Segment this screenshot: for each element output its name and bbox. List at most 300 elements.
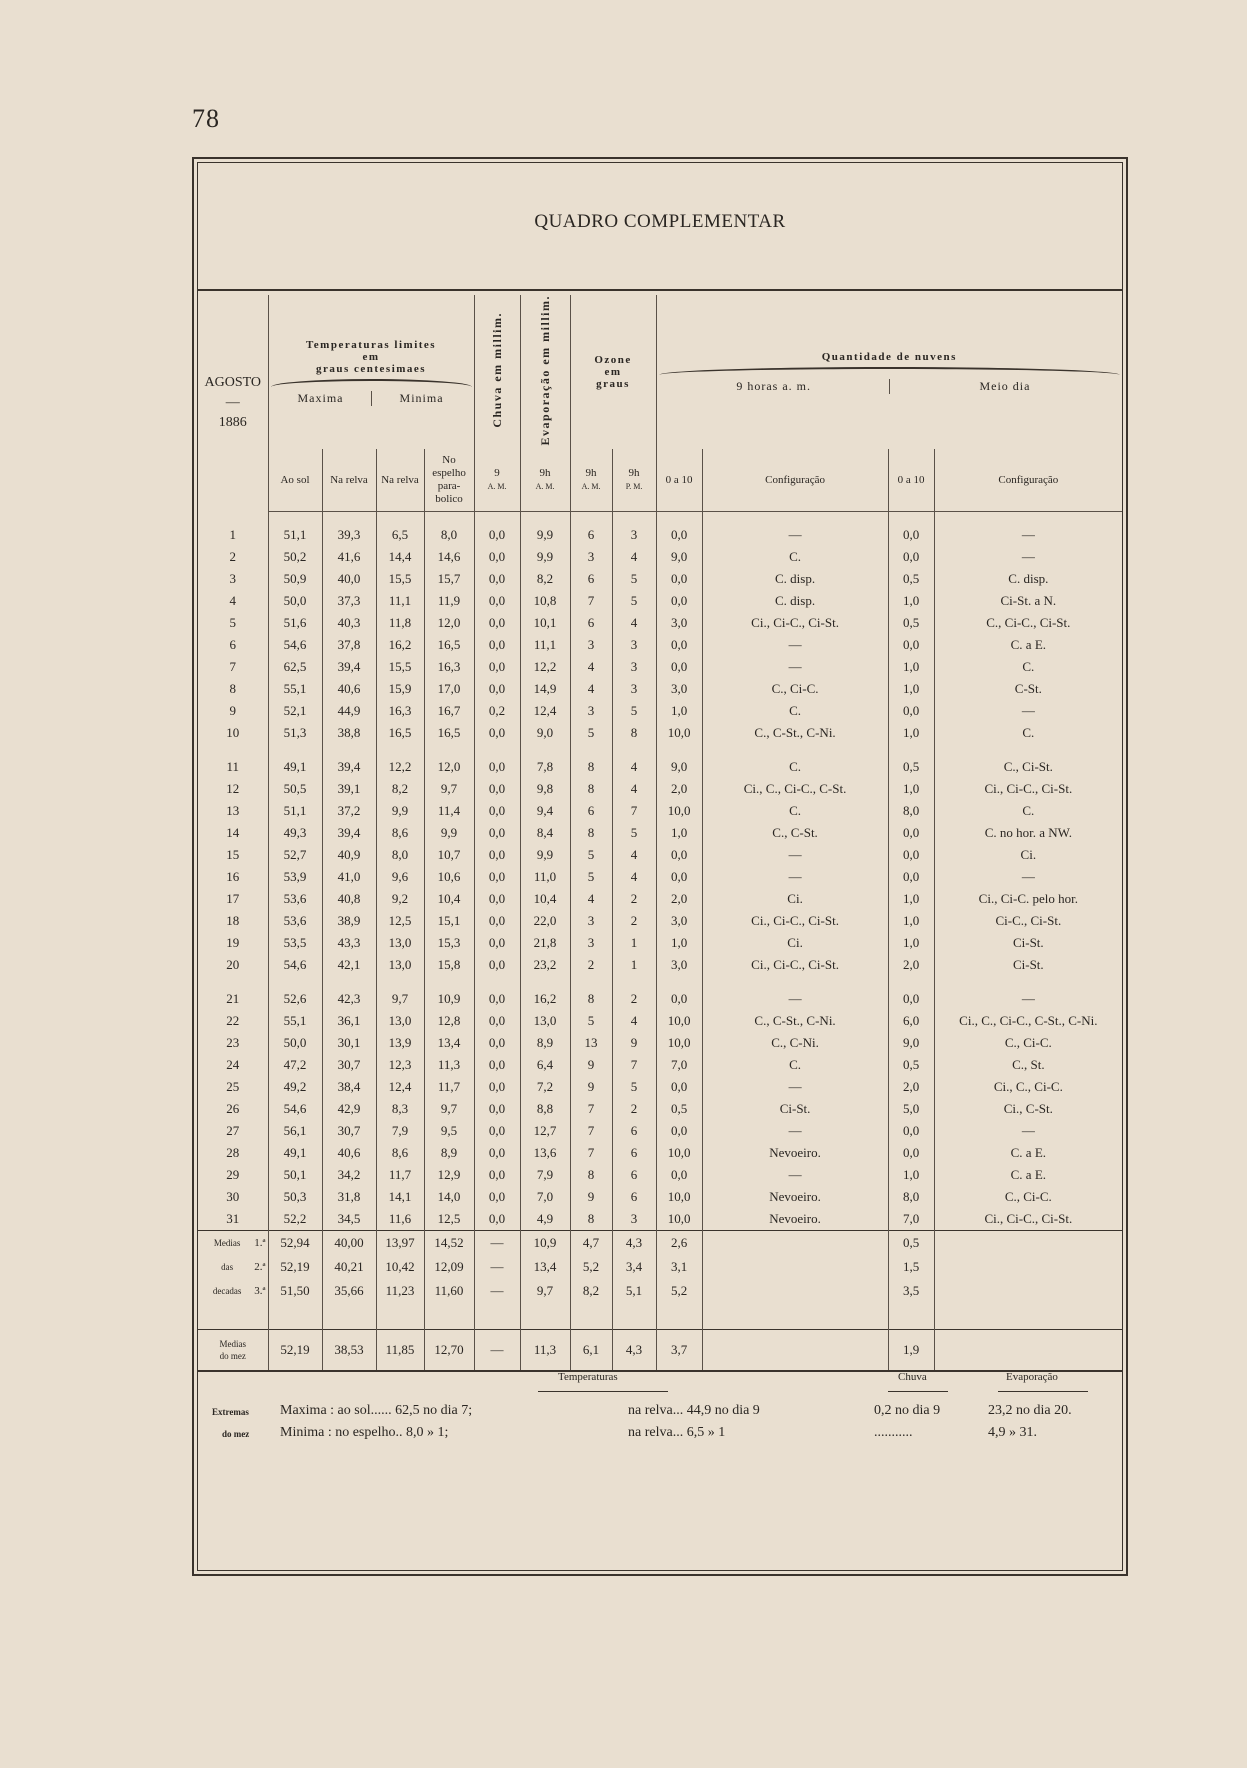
table-cell: 0,0 xyxy=(474,1186,520,1208)
table-cell: 5,1 xyxy=(612,1279,656,1303)
table-cell: 9,6 xyxy=(376,866,424,888)
table-cell: 19 xyxy=(226,934,240,950)
gap-cell xyxy=(322,1303,376,1330)
table-cell: 8,2 xyxy=(376,778,424,800)
table-cell: 3,5 xyxy=(888,1279,934,1303)
table-cell: 4 xyxy=(612,546,656,568)
table-cell: 9,9 xyxy=(424,822,474,844)
table-cell: 0,0 xyxy=(474,678,520,700)
table-cell: — xyxy=(702,656,888,678)
table-row xyxy=(198,844,1122,866)
table-cell: 12,09 xyxy=(424,1255,474,1279)
table-cell: C. xyxy=(934,800,1122,822)
table-cell: 30,1 xyxy=(322,1032,376,1054)
table-cell: C., Ci-St. xyxy=(934,756,1122,778)
table-cell: 11,1 xyxy=(376,590,424,612)
table-cell: 11,7 xyxy=(376,1164,424,1186)
table-cell: 0,0 xyxy=(474,1054,520,1076)
table-cell: 2,0 xyxy=(888,954,934,976)
table-cell: 8 xyxy=(570,1208,612,1231)
decade-gap xyxy=(198,744,1122,756)
table-cell: 12,2 xyxy=(520,656,570,678)
table-cell: 0,0 xyxy=(474,844,520,866)
table-row xyxy=(198,524,1122,546)
table-cell: 51,1 xyxy=(268,800,322,822)
col-na-relva-max: Na relva xyxy=(322,449,376,511)
col-chuva-9am: 9 A. M. xyxy=(474,449,520,511)
table-row xyxy=(198,700,1122,722)
table-cell: 0,0 xyxy=(656,1164,702,1186)
table-cell: 0,0 xyxy=(888,1120,934,1142)
table-cell: 7,0 xyxy=(520,1186,570,1208)
table-cell: 37,8 xyxy=(322,634,376,656)
table-cell: 7 xyxy=(570,1142,612,1164)
table-cell: 21,8 xyxy=(520,932,570,954)
table-cell: 38,9 xyxy=(322,910,376,932)
table-cell: 0,0 xyxy=(888,822,934,844)
table-cell xyxy=(934,1279,1122,1303)
table-cell: C. disp. xyxy=(934,568,1122,590)
table-cell: 0,0 xyxy=(656,1120,702,1142)
table-cell: — xyxy=(934,988,1122,1010)
top-gap xyxy=(198,511,1122,524)
table-cell: — xyxy=(474,1255,520,1279)
decade-label-text: decadas xyxy=(212,1285,242,1296)
gap-cell xyxy=(570,976,612,988)
gap-cell xyxy=(520,1303,570,1330)
table-cell: 5 xyxy=(612,700,656,722)
table-cell: 3 xyxy=(570,634,612,656)
table-cell: 7 xyxy=(229,658,236,674)
table-cell: 4 xyxy=(612,1010,656,1032)
table-cell: 0,0 xyxy=(474,656,520,678)
table-cell: 16,2 xyxy=(376,634,424,656)
footer-evap-min: 4,9 » 31. xyxy=(988,1425,1037,1440)
footer-chuva-max: 0,2 no dia 9 xyxy=(874,1403,941,1418)
table-cell: 0,0 xyxy=(656,568,702,590)
table-cell: 4,9 xyxy=(520,1208,570,1231)
table-cell: 8 xyxy=(570,778,612,800)
table-cell: 5 xyxy=(612,822,656,844)
table-cell: 9,7 xyxy=(424,1098,474,1120)
table-cell: 1,0 xyxy=(656,700,702,722)
table-cell: 40,3 xyxy=(322,612,376,634)
gap-cell xyxy=(198,511,268,524)
table-cell: Nevoeiro. xyxy=(702,1142,888,1164)
table-cell: 0,0 xyxy=(474,546,520,568)
table-cell: 16,2 xyxy=(520,988,570,1010)
table-cell: 10,0 xyxy=(656,1186,702,1208)
gap-cell xyxy=(702,976,888,988)
table-cell: C. a E. xyxy=(934,634,1122,656)
table-cell: 17 xyxy=(226,890,240,906)
table-cell: 1,0 xyxy=(888,722,934,744)
table-cell: 13,0 xyxy=(376,954,424,976)
table-cell: 7 xyxy=(570,1098,612,1120)
table-cell: C. xyxy=(702,800,888,822)
table-cell: 13,0 xyxy=(376,932,424,954)
col-ozone-9am: 9h A. M. xyxy=(570,449,612,511)
table-cell: 0,0 xyxy=(888,634,934,656)
table-cell: 3 xyxy=(570,910,612,932)
table-cell: 9 xyxy=(229,702,236,718)
table-cell: C., C-St., C-Ni. xyxy=(702,722,888,744)
table-cell: — xyxy=(474,1230,520,1255)
gap-cell xyxy=(268,511,322,524)
table-cell: 8,0 xyxy=(888,800,934,822)
decade-number: 1.ª xyxy=(254,1236,266,1249)
table-row xyxy=(198,612,1122,634)
table-cell: 51,6 xyxy=(268,612,322,634)
table-cell: 0,0 xyxy=(888,700,934,722)
table-cell: 53,6 xyxy=(268,910,322,932)
table-cell: Ci., C., Ci-C., C-St. xyxy=(702,778,888,800)
decade-label-text: das xyxy=(221,1261,234,1272)
table-cell: 4 xyxy=(612,756,656,778)
table-cell: 13,0 xyxy=(376,1010,424,1032)
table-cell: 42,9 xyxy=(322,1098,376,1120)
table-cell: 0,0 xyxy=(474,988,520,1010)
table-cell: C. disp. xyxy=(702,568,888,590)
table-row xyxy=(198,800,1122,822)
table-cell: 1,0 xyxy=(888,910,934,932)
table-cell: 5 xyxy=(570,722,612,744)
table-cell: 6 xyxy=(570,568,612,590)
gap-cell xyxy=(474,976,520,988)
table-cell: 0,0 xyxy=(656,1076,702,1098)
table-cell: Ci., C-St. xyxy=(934,1098,1122,1120)
table-cell: 40,0 xyxy=(322,568,376,590)
table-cell: 30 xyxy=(226,1188,240,1204)
table-cell: 0,0 xyxy=(474,590,520,612)
table-cell: 1 xyxy=(229,526,236,542)
table-cell: C., C-St. xyxy=(702,822,888,844)
table-cell: 12,3 xyxy=(376,1054,424,1076)
data-table xyxy=(198,295,1122,1372)
footer-rule xyxy=(998,1391,1088,1392)
table-cell: 14,52 xyxy=(424,1230,474,1255)
table-cell: 50,3 xyxy=(268,1186,322,1208)
table-cell: 17,0 xyxy=(424,678,474,700)
gap-cell xyxy=(268,1303,322,1330)
table-cell: 53,9 xyxy=(268,866,322,888)
table-cell: — xyxy=(934,1120,1122,1142)
table-cell: 4 xyxy=(612,612,656,634)
table-cell: 3 xyxy=(612,656,656,678)
table-cell: 0,0 xyxy=(474,1142,520,1164)
table-cell: 34,5 xyxy=(322,1208,376,1231)
table-cell: 3,1 xyxy=(656,1255,702,1279)
table-cell: 0,0 xyxy=(888,844,934,866)
table-cell: 40,6 xyxy=(322,1142,376,1164)
table-cell: 26 xyxy=(226,1100,240,1116)
footer-rule xyxy=(538,1391,668,1392)
table-cell: 4 xyxy=(612,844,656,866)
table-cell: 34,2 xyxy=(322,1164,376,1186)
gap-cell xyxy=(702,511,888,524)
table-cell: 6 xyxy=(612,1186,656,1208)
col-scale-midday: 0 a 10 xyxy=(888,449,934,511)
table-cell: 0,0 xyxy=(888,524,934,546)
footer-extremas: Extremas xyxy=(212,1407,249,1417)
gap-cell xyxy=(570,744,612,756)
gap-cell xyxy=(934,511,1122,524)
table-cell: 0,0 xyxy=(474,932,520,954)
table-cell: — xyxy=(702,634,888,656)
table-cell: C-St. xyxy=(934,678,1122,700)
table-cell: 5 xyxy=(570,866,612,888)
table-cell: 5,2 xyxy=(570,1255,612,1279)
table-cell: 36,1 xyxy=(322,1010,376,1032)
table-cell: 10,0 xyxy=(656,1032,702,1054)
table-cell: — xyxy=(934,866,1122,888)
table-cell: 2 xyxy=(612,1098,656,1120)
table-row xyxy=(198,1098,1122,1120)
table-cell: — xyxy=(474,1329,520,1371)
table-cell: 10,6 xyxy=(424,866,474,888)
table-cell: 11,4 xyxy=(424,800,474,822)
gap-cell xyxy=(268,744,322,756)
table-cell: 4,3 xyxy=(612,1230,656,1255)
decade-gap xyxy=(198,976,1122,988)
table-cell: 14 xyxy=(226,824,240,840)
table-cell: 9,7 xyxy=(520,1279,570,1303)
table-cell xyxy=(934,1329,1122,1371)
table-cell: 6 xyxy=(612,1142,656,1164)
table-cell: Ci., Ci-C., Ci-St. xyxy=(934,1208,1122,1231)
table-cell: 16,7 xyxy=(424,700,474,722)
table-cell xyxy=(934,1255,1122,1279)
table-cell: 7 xyxy=(570,590,612,612)
table-cell: 3,4 xyxy=(612,1255,656,1279)
table-cell: 5 xyxy=(570,1010,612,1032)
table-cell: 49,3 xyxy=(268,822,322,844)
gap-cell xyxy=(570,511,612,524)
table-cell: 1,5 xyxy=(888,1255,934,1279)
table-cell: 9 xyxy=(570,1186,612,1208)
table-cell: 16,3 xyxy=(376,700,424,722)
table-cell: Ci. xyxy=(702,888,888,910)
table-cell: 7,0 xyxy=(888,1208,934,1231)
table-cell: 7 xyxy=(612,800,656,822)
table-cell: 6 xyxy=(229,636,236,652)
footer-evap-max: 23,2 no dia 20. xyxy=(988,1403,1072,1418)
table-cell: 16,5 xyxy=(424,722,474,744)
table-cell: 6,1 xyxy=(570,1329,612,1371)
table-cell: 5,2 xyxy=(656,1279,702,1303)
gap-cell xyxy=(198,976,268,988)
col-config-midday: Configuração xyxy=(934,449,1122,511)
gap-cell xyxy=(612,1303,656,1330)
table-cell: Nevoeiro. xyxy=(702,1186,888,1208)
title-divider xyxy=(198,289,1122,291)
table-cell: 9,7 xyxy=(424,778,474,800)
table-cell: 13,0 xyxy=(520,1010,570,1032)
table-cell: 9 xyxy=(570,1054,612,1076)
table-cell: 12,7 xyxy=(520,1120,570,1142)
table-cell: C., Ci-C. xyxy=(702,678,888,700)
table-cell: 3,7 xyxy=(656,1329,702,1371)
table-cell: Nevoeiro. xyxy=(702,1208,888,1231)
table-cell: 11,9 xyxy=(424,590,474,612)
col-config-9am: Configuração xyxy=(702,449,888,511)
table-row xyxy=(198,822,1122,844)
table-cell: 6,4 xyxy=(520,1054,570,1076)
table-cell: — xyxy=(934,546,1122,568)
gap-cell xyxy=(322,976,376,988)
table-cell: Ci., Ci-C., Ci-St. xyxy=(934,778,1122,800)
gap-cell xyxy=(888,744,934,756)
footer-chuva-min: ........... xyxy=(874,1425,913,1440)
table-cell: 29 xyxy=(226,1166,240,1182)
table-row xyxy=(198,1142,1122,1164)
table-cell: Ci-C., Ci-St. xyxy=(934,910,1122,932)
table-cell: 14,1 xyxy=(376,1186,424,1208)
table-cell: 11,85 xyxy=(376,1329,424,1371)
table-cell: 16,5 xyxy=(376,722,424,744)
table-cell: 37,2 xyxy=(322,800,376,822)
gap-cell xyxy=(934,744,1122,756)
table-cell: 8,6 xyxy=(376,822,424,844)
table-row xyxy=(198,590,1122,612)
month-mean-label-line: Medias xyxy=(219,1338,246,1349)
decade-label xyxy=(198,1255,268,1279)
table-cell: 9,0 xyxy=(656,756,702,778)
decade-label-text: Medias xyxy=(213,1237,241,1248)
col-na-relva-min: Na relva xyxy=(376,449,424,511)
table-cell: 16,3 xyxy=(424,656,474,678)
col-evap-9am: 9h A. M. xyxy=(520,449,570,511)
footer-minima: Minima : no espelho.. 8,0 » 1; xyxy=(280,1425,449,1440)
gap-cell xyxy=(520,976,570,988)
table-cell xyxy=(702,1230,888,1255)
table-cell: 0,0 xyxy=(656,656,702,678)
table-cell: 9,9 xyxy=(520,844,570,866)
decade-number: 2.ª xyxy=(254,1260,266,1273)
table-cell: C. a E. xyxy=(934,1142,1122,1164)
table-cell: 9,0 xyxy=(520,722,570,744)
table-cell: 10 xyxy=(226,724,240,740)
table-cell: 1,0 xyxy=(888,888,934,910)
table-cell: 41,0 xyxy=(322,866,376,888)
table-cell: 39,4 xyxy=(322,656,376,678)
table-cell: 9,2 xyxy=(376,888,424,910)
gap-cell xyxy=(612,976,656,988)
gap-cell xyxy=(424,1303,474,1330)
table-cell: C. xyxy=(934,656,1122,678)
table-cell: 10,4 xyxy=(520,888,570,910)
table-row xyxy=(198,866,1122,888)
table-cell: 8,8 xyxy=(520,1098,570,1120)
footer-temperaturas: Temperaturas xyxy=(558,1371,618,1383)
table-cell: 0,0 xyxy=(656,866,702,888)
col-ozone-9pm: 9h P. M. xyxy=(612,449,656,511)
evaporation-header: Evaporação em millim. xyxy=(520,295,570,449)
table-cell: 5 xyxy=(612,590,656,612)
table-cell: 54,6 xyxy=(268,1098,322,1120)
table-cell: 15,3 xyxy=(424,932,474,954)
table-cell: 1,0 xyxy=(888,778,934,800)
table-cell: 11,3 xyxy=(520,1329,570,1371)
table-cell: 12,4 xyxy=(376,1076,424,1098)
table-cell: 9,7 xyxy=(376,988,424,1010)
table-cell: 2 xyxy=(612,988,656,1010)
table-cell: 52,1 xyxy=(268,700,322,722)
table-cell: 51,3 xyxy=(268,722,322,744)
table-cell: C. no hor. a NW. xyxy=(934,822,1122,844)
table-cell: 0,5 xyxy=(888,756,934,778)
table-cell: 0,5 xyxy=(888,568,934,590)
table-cell: — xyxy=(474,1279,520,1303)
gap-cell xyxy=(198,744,268,756)
table-cell: 16 xyxy=(226,868,240,884)
table-cell: 52,19 xyxy=(268,1329,322,1371)
table-row xyxy=(198,1010,1122,1032)
table-cell: 2 xyxy=(570,954,612,976)
month-mean-row xyxy=(198,1329,1122,1371)
table-cell: 11,6 xyxy=(376,1208,424,1231)
table-cell: 11 xyxy=(226,758,240,774)
table-cell: 54,6 xyxy=(268,954,322,976)
gap-cell xyxy=(656,1303,702,1330)
page-title: QUADRO COMPLEMENTAR xyxy=(534,211,786,232)
table-cell: — xyxy=(702,1120,888,1142)
table-cell: 52,6 xyxy=(268,988,322,1010)
table-cell: 38,4 xyxy=(322,1076,376,1098)
table-cell: 1,0 xyxy=(888,656,934,678)
footer-maxima: Maxima : ao sol...... 62,5 no dia 7; xyxy=(280,1403,473,1418)
table-cell: 1,0 xyxy=(656,932,702,954)
gap-cell xyxy=(424,744,474,756)
table-row xyxy=(198,1032,1122,1054)
table-cell: 0,0 xyxy=(888,546,934,568)
gap-cell xyxy=(570,1303,612,1330)
table-cell: 1,9 xyxy=(888,1329,934,1371)
table-cell: Ci. xyxy=(934,844,1122,866)
table-cell: 41,6 xyxy=(322,546,376,568)
decade-number: 3.ª xyxy=(254,1284,266,1297)
brace-rule xyxy=(659,367,1121,375)
table-cell: 8 xyxy=(570,1164,612,1186)
table-cell: 51,1 xyxy=(268,524,322,546)
table-cell: 28 xyxy=(226,1144,240,1160)
gap-cell xyxy=(934,976,1122,988)
table-cell: 12,5 xyxy=(376,910,424,932)
gap-cell xyxy=(702,744,888,756)
table-row xyxy=(198,656,1122,678)
gap-cell xyxy=(376,976,424,988)
table-cell: — xyxy=(702,524,888,546)
table-cell: 50,0 xyxy=(268,1032,322,1054)
table-cell: 1,0 xyxy=(888,678,934,700)
col-no-espelho: No espelho para-bolico xyxy=(424,449,474,511)
month-header: AGOSTO — 1886 xyxy=(204,375,262,431)
table-row xyxy=(198,778,1122,800)
gap-cell xyxy=(474,511,520,524)
table-cell: 23 xyxy=(226,1034,240,1050)
table-cell: 7,8 xyxy=(520,756,570,778)
table-cell: 11,23 xyxy=(376,1279,424,1303)
table-cell: 22,0 xyxy=(520,910,570,932)
gap-cell xyxy=(322,511,376,524)
table-cell: 50,2 xyxy=(268,546,322,568)
table-cell: 12,9 xyxy=(424,1164,474,1186)
footer-do-mez: do mez xyxy=(222,1429,250,1439)
table-cell: 9,8 xyxy=(520,778,570,800)
table-cell: 10,8 xyxy=(520,590,570,612)
table-cell: 47,2 xyxy=(268,1054,322,1076)
table-cell: 3 xyxy=(612,1208,656,1231)
